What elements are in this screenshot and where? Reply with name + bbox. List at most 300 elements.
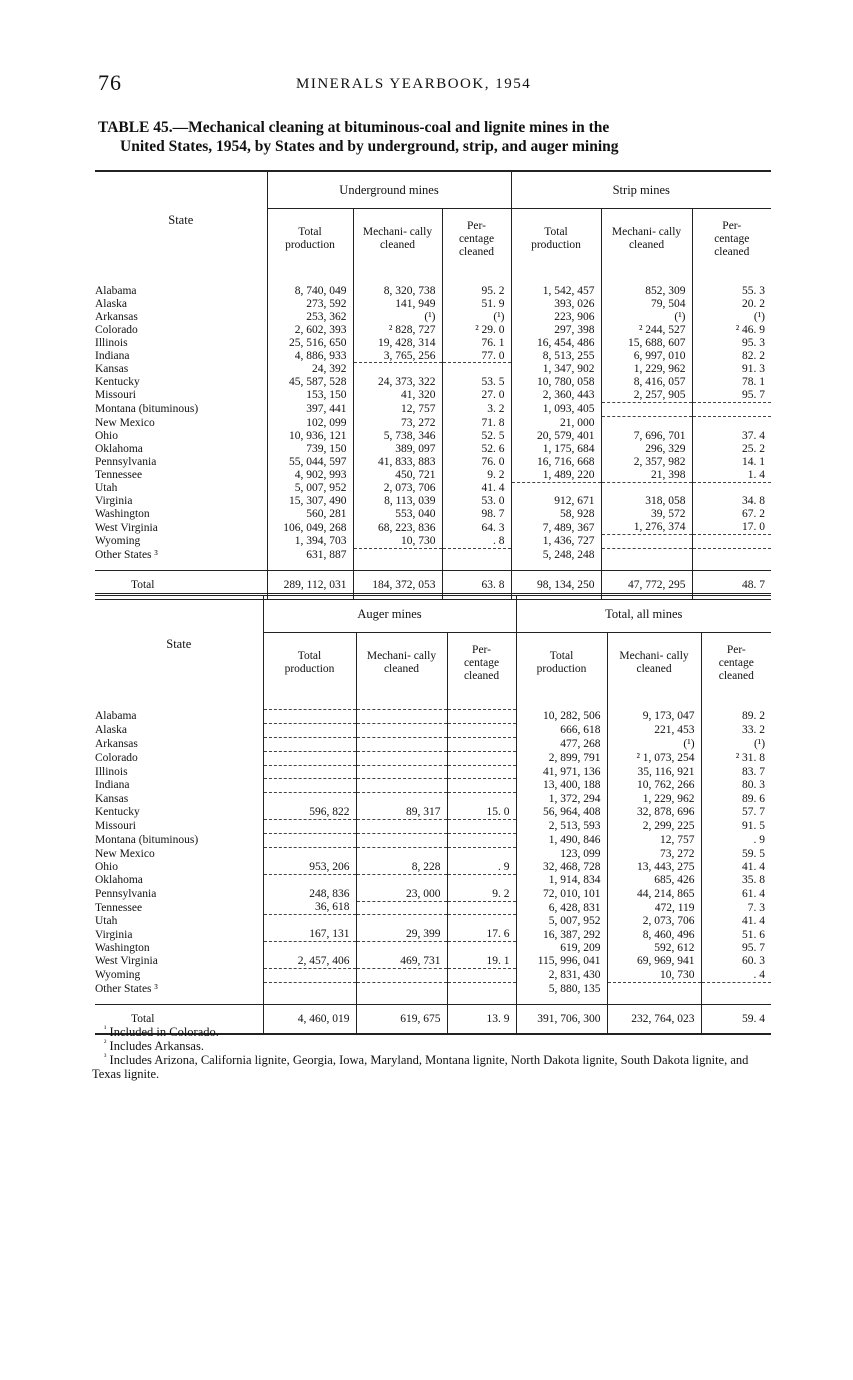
- state-cell: Tennessee: [95, 901, 143, 914]
- value-cell: ² 29. 0: [442, 324, 511, 337]
- value-cell: 14. 1: [692, 456, 771, 469]
- value-cell: (¹): [607, 737, 701, 751]
- value-cell: 13, 400, 188: [516, 779, 607, 793]
- total-value-cell: 63. 8: [442, 570, 511, 599]
- empty-cell: [447, 737, 516, 751]
- value-cell: 472, 119: [607, 901, 701, 915]
- value-cell: 25, 516, 650: [267, 337, 353, 350]
- table-row: [95, 376, 771, 389]
- table-row: [95, 928, 771, 941]
- value-cell: 41. 4: [701, 915, 771, 928]
- state-cell: Virginia: [95, 495, 133, 508]
- state-cell: Ohio: [95, 429, 118, 442]
- value-cell: 8, 460, 496: [607, 928, 701, 941]
- mechanically-cleaned-header: Mechani- cally cleaned: [356, 633, 447, 694]
- value-cell: 1, 229, 962: [601, 363, 692, 376]
- value-cell: 1, 229, 962: [607, 793, 701, 806]
- state-cell: Montana (bituminous): [95, 834, 199, 847]
- total-value-cell: 184, 372, 053: [353, 570, 442, 599]
- value-cell: 67. 2: [692, 508, 771, 521]
- value-cell: ² 1, 073, 254: [607, 751, 701, 765]
- value-cell: . 9: [701, 834, 771, 848]
- value-cell: 10, 780, 058: [511, 376, 601, 389]
- table-row: [95, 324, 771, 337]
- empty-cell: [447, 982, 516, 995]
- value-cell: 10, 762, 266: [607, 779, 701, 793]
- value-cell: 68, 223, 836: [353, 521, 442, 534]
- value-cell: 77. 0: [442, 350, 511, 363]
- state-cell: West Virginia: [95, 955, 158, 968]
- value-cell: 4, 886, 933: [267, 350, 353, 363]
- empty-cell: [356, 779, 447, 793]
- value-cell: 51. 9: [442, 298, 511, 311]
- table-row: [95, 495, 771, 508]
- spacer-cell: [356, 693, 447, 710]
- value-cell: 91. 3: [692, 363, 771, 376]
- value-cell: 2, 073, 706: [607, 915, 701, 928]
- state-cell: Tennessee: [95, 468, 143, 481]
- value-cell: 10, 936, 121: [267, 430, 353, 443]
- value-cell: 56, 964, 408: [516, 806, 607, 819]
- empty-cell: [263, 847, 356, 860]
- value-cell: 102, 099: [267, 417, 353, 430]
- footnote-1: $^{^1}$ Included in Colorado.: [104, 1023, 219, 1039]
- value-cell: 41, 971, 136: [516, 765, 607, 779]
- value-cell: 389, 097: [353, 443, 442, 456]
- value-cell: 248, 836: [263, 888, 356, 901]
- value-cell: 39, 572: [601, 508, 692, 521]
- value-cell: 95. 7: [692, 389, 771, 402]
- spacer-cell: [353, 562, 442, 571]
- empty-cell: [356, 820, 447, 834]
- state-cell: Kentucky: [95, 806, 140, 819]
- total-value-cell: 289, 112, 031: [267, 570, 353, 599]
- table-row: [95, 482, 771, 495]
- empty-cell: [356, 765, 447, 779]
- percentage-cleaned-header: Per- centage cleaned: [442, 209, 511, 270]
- group-header-underground: Underground mines: [267, 171, 511, 209]
- state-cell: Illinois: [95, 336, 128, 349]
- table-row: [95, 285, 771, 298]
- value-cell: ² 828, 727: [353, 324, 442, 337]
- value-cell: 91. 5: [701, 820, 771, 834]
- empty-cell: [356, 874, 447, 887]
- empty-cell: [356, 982, 447, 995]
- state-cell: Colorado: [95, 751, 138, 764]
- state-cell: Indiana: [95, 349, 130, 362]
- state-cell: Other States ³: [95, 548, 158, 561]
- value-cell: 19, 428, 314: [353, 337, 442, 350]
- value-cell: 12, 757: [607, 834, 701, 848]
- value-cell: 596, 822: [263, 806, 356, 819]
- value-cell: 16, 387, 292: [516, 928, 607, 941]
- spacer-cell: [263, 996, 356, 1005]
- value-cell: 69, 969, 941: [607, 955, 701, 968]
- value-cell: 1, 542, 457: [511, 285, 601, 298]
- value-cell: 8, 113, 039: [353, 495, 442, 508]
- total-value-cell: 47, 772, 295: [601, 570, 692, 599]
- table-row: [95, 710, 771, 724]
- empty-cell: [701, 982, 771, 995]
- state-cell: Arkansas: [95, 737, 138, 750]
- empty-cell: [356, 834, 447, 848]
- value-cell: 1, 394, 703: [267, 535, 353, 549]
- value-cell: 7, 489, 367: [511, 521, 601, 534]
- table-row: [95, 765, 771, 779]
- table-row: [95, 389, 771, 402]
- value-cell: 2, 073, 706: [353, 482, 442, 495]
- value-cell: 41, 833, 883: [353, 456, 442, 469]
- value-cell: 3. 2: [442, 403, 511, 417]
- value-cell: 9. 2: [447, 888, 516, 901]
- table-row: [95, 350, 771, 363]
- state-cell: Colorado: [95, 323, 138, 336]
- table-row: [95, 417, 771, 430]
- spacer-cell: [601, 562, 692, 571]
- table-row: [95, 751, 771, 765]
- empty-cell: [601, 482, 692, 495]
- value-cell: 79, 504: [601, 298, 692, 311]
- table-row: [95, 469, 771, 482]
- value-cell: 1, 914, 834: [516, 874, 607, 887]
- value-cell: 2, 899, 791: [516, 751, 607, 765]
- empty-cell: [353, 549, 442, 562]
- empty-cell: [601, 417, 692, 430]
- spacer-cell: [447, 693, 516, 710]
- empty-cell: [601, 403, 692, 417]
- empty-cell: [511, 482, 601, 495]
- spacer-cell: [607, 996, 701, 1005]
- value-cell: ² 244, 527: [601, 324, 692, 337]
- group-header-strip: Strip mines: [511, 171, 771, 209]
- value-cell: 51. 6: [701, 928, 771, 941]
- empty-cell: [263, 793, 356, 806]
- value-cell: 296, 329: [601, 443, 692, 456]
- table-title: [98, 118, 778, 156]
- empty-cell: [447, 723, 516, 737]
- state-cell: Missouri: [95, 389, 136, 402]
- spacer-cell: [601, 269, 692, 285]
- value-cell: 15, 688, 607: [601, 337, 692, 350]
- table-row: [95, 723, 771, 737]
- total-label: Total: [95, 1004, 263, 1034]
- value-cell: 17. 0: [692, 521, 771, 534]
- value-cell: (¹): [692, 311, 771, 324]
- value-cell: 53. 5: [442, 376, 511, 389]
- table-row: [95, 403, 771, 417]
- spacer-cell: [95, 693, 263, 710]
- table-body: [95, 693, 771, 1034]
- value-cell: 64. 3: [442, 521, 511, 534]
- value-cell: 35. 8: [701, 874, 771, 887]
- spacer-cell: [353, 269, 442, 285]
- empty-cell: [447, 834, 516, 848]
- value-cell: 2, 602, 393: [267, 324, 353, 337]
- state-cell: Utah: [95, 482, 118, 495]
- value-cell: 8, 513, 255: [511, 350, 601, 363]
- value-cell: 29, 399: [356, 928, 447, 941]
- state-cell: Alabama: [95, 285, 137, 297]
- value-cell: 2, 299, 225: [607, 820, 701, 834]
- percentage-cleaned-header: Per- centage cleaned: [701, 633, 771, 694]
- value-cell: 273, 592: [267, 298, 353, 311]
- spacer-cell: [267, 269, 353, 285]
- footnote-2: $^{^2}$ Includes Arkansas.: [104, 1037, 204, 1053]
- value-cell: 469, 731: [356, 955, 447, 968]
- value-cell: 58, 928: [511, 508, 601, 521]
- spacer-cell: [692, 269, 771, 285]
- empty-cell: [356, 751, 447, 765]
- empty-cell: [356, 847, 447, 860]
- table-row: [95, 888, 771, 901]
- value-cell: 55. 3: [692, 285, 771, 298]
- state-cell: Pennsylvania: [95, 455, 157, 468]
- empty-cell: [442, 363, 511, 376]
- total-production-header: Total production: [516, 633, 607, 694]
- group-header-auger: Auger mines: [263, 595, 516, 633]
- value-cell: 393, 026: [511, 298, 601, 311]
- spacer-cell: [267, 562, 353, 571]
- value-cell: 32, 878, 696: [607, 806, 701, 819]
- empty-cell: [692, 403, 771, 417]
- table-row: [95, 535, 771, 549]
- value-cell: 5, 880, 135: [516, 982, 607, 995]
- state-cell: Other States ³: [95, 982, 158, 995]
- value-cell: 592, 612: [607, 942, 701, 955]
- table-row: [95, 861, 771, 874]
- state-column-header: State: [166, 637, 192, 651]
- value-cell: 8, 320, 738: [353, 285, 442, 298]
- value-cell: 123, 099: [516, 847, 607, 860]
- value-cell: 1, 175, 684: [511, 443, 601, 456]
- table-row: [95, 820, 771, 834]
- value-cell: 10, 282, 506: [516, 710, 607, 724]
- value-cell: 1, 372, 294: [516, 793, 607, 806]
- empty-cell: [263, 982, 356, 995]
- table-title-line-1: TABLE 45.—Mechanical cleaning at bituminous-coal and lignite mines in the: [98, 119, 610, 136]
- empty-cell: [447, 969, 516, 983]
- value-cell: 21, 398: [601, 469, 692, 482]
- state-cell: Oklahoma: [95, 874, 143, 887]
- value-cell: . 4: [701, 969, 771, 983]
- empty-cell: [447, 901, 516, 915]
- spacer-cell: [95, 562, 267, 571]
- value-cell: 95. 7: [701, 942, 771, 955]
- value-cell: 5, 248, 248: [511, 549, 601, 562]
- state-cell: Illinois: [95, 765, 128, 778]
- empty-cell: [692, 482, 771, 495]
- value-cell: 739, 150: [267, 443, 353, 456]
- table-row: [95, 311, 771, 324]
- value-cell: 953, 206: [263, 861, 356, 874]
- total-production-header: Total production: [267, 209, 353, 270]
- value-cell: 9. 2: [442, 469, 511, 482]
- value-cell: ² 46. 9: [692, 324, 771, 337]
- spacer-cell: [516, 996, 607, 1005]
- empty-cell: [601, 535, 692, 549]
- value-cell: 153, 150: [267, 389, 353, 402]
- empty-cell: [263, 765, 356, 779]
- empty-cell: [447, 847, 516, 860]
- value-cell: 8, 228: [356, 861, 447, 874]
- empty-cell: [447, 779, 516, 793]
- empty-cell: [263, 874, 356, 887]
- table-row: [95, 363, 771, 376]
- value-cell: 3, 765, 256: [353, 350, 442, 363]
- value-cell: 852, 309: [601, 285, 692, 298]
- empty-cell: [356, 793, 447, 806]
- empty-cell: [356, 915, 447, 928]
- empty-cell: [447, 793, 516, 806]
- empty-cell: [263, 834, 356, 848]
- value-cell: 34. 8: [692, 495, 771, 508]
- empty-cell: [692, 549, 771, 562]
- value-cell: 15, 307, 490: [267, 495, 353, 508]
- value-cell: 1, 436, 727: [511, 535, 601, 549]
- value-cell: 12, 757: [353, 403, 442, 417]
- table-row: [95, 779, 771, 793]
- value-cell: 5, 007, 952: [516, 915, 607, 928]
- total-value-cell: 391, 706, 300: [516, 1004, 607, 1034]
- state-cell: Oklahoma: [95, 442, 143, 455]
- value-cell: (¹): [601, 311, 692, 324]
- value-cell: 5, 738, 346: [353, 430, 442, 443]
- table-body: [95, 269, 771, 599]
- state-cell: Washington: [95, 508, 150, 521]
- value-cell: ² 31. 8: [701, 751, 771, 765]
- empty-cell: [263, 751, 356, 765]
- table-row: [95, 806, 771, 819]
- state-cell: Virginia: [95, 928, 133, 941]
- spacer-cell: [701, 693, 771, 710]
- empty-cell: [447, 942, 516, 955]
- value-cell: 912, 671: [511, 495, 601, 508]
- total-value-cell: 4, 460, 019: [263, 1004, 356, 1034]
- empty-cell: [356, 969, 447, 983]
- spacer-cell: [263, 693, 356, 710]
- value-cell: (¹): [701, 737, 771, 751]
- empty-cell: [447, 915, 516, 928]
- value-cell: 450, 721: [353, 469, 442, 482]
- value-cell: 9, 173, 047: [607, 710, 701, 724]
- value-cell: 7. 3: [701, 901, 771, 915]
- mechanically-cleaned-header: Mechani- cally cleaned: [607, 633, 701, 694]
- empty-cell: [692, 535, 771, 549]
- state-cell: Washington: [95, 941, 150, 954]
- value-cell: 7, 696, 701: [601, 430, 692, 443]
- value-cell: 82. 2: [692, 350, 771, 363]
- empty-cell: [356, 942, 447, 955]
- table-row: [95, 874, 771, 887]
- table-underground-strip: [95, 170, 771, 600]
- value-cell: 16, 716, 668: [511, 456, 601, 469]
- table-row: [95, 847, 771, 860]
- table-row: [95, 834, 771, 848]
- group-header-total-all: Total, all mines: [516, 595, 771, 633]
- table-title-line-2: United States, 1954, by States and by underground, strip, and auger mining: [120, 138, 619, 155]
- value-cell: 8, 740, 049: [267, 285, 353, 298]
- total-value-cell: 232, 764, 023: [607, 1004, 701, 1034]
- value-cell: 5, 007, 952: [267, 482, 353, 495]
- state-cell: Utah: [95, 915, 118, 928]
- empty-cell: [263, 779, 356, 793]
- value-cell: 685, 426: [607, 874, 701, 887]
- total-production-header: Total production: [263, 633, 356, 694]
- empty-cell: [442, 549, 511, 562]
- value-cell: 2, 360, 443: [511, 389, 601, 402]
- value-cell: . 9: [447, 861, 516, 874]
- value-cell: 10, 730: [353, 535, 442, 549]
- value-cell: 619, 209: [516, 942, 607, 955]
- state-cell: Kansas: [95, 793, 129, 806]
- state-cell: Arkansas: [95, 310, 138, 323]
- total-value-cell: 619, 675: [356, 1004, 447, 1034]
- value-cell: 32, 468, 728: [516, 861, 607, 874]
- empty-cell: [263, 942, 356, 955]
- empty-cell: [447, 765, 516, 779]
- total-label: Total: [95, 570, 267, 599]
- value-cell: 221, 453: [607, 723, 701, 737]
- value-cell: 95. 3: [692, 337, 771, 350]
- value-cell: 2, 357, 982: [601, 456, 692, 469]
- value-cell: 52. 6: [442, 443, 511, 456]
- table-row: [95, 549, 771, 562]
- state-cell: Montana (bituminous): [95, 403, 199, 416]
- value-cell: 397, 441: [267, 403, 353, 417]
- empty-cell: [601, 549, 692, 562]
- state-cell: Wyoming: [95, 968, 141, 981]
- value-cell: 106, 049, 268: [267, 521, 353, 534]
- empty-cell: [263, 710, 356, 724]
- value-cell: 89. 2: [701, 710, 771, 724]
- spacer-cell: [95, 269, 267, 285]
- value-cell: 89. 6: [701, 793, 771, 806]
- value-cell: 73, 272: [353, 417, 442, 430]
- value-cell: 16, 454, 486: [511, 337, 601, 350]
- value-cell: 36, 618: [263, 901, 356, 915]
- value-cell: 2, 257, 905: [601, 389, 692, 402]
- state-cell: Wyoming: [95, 535, 141, 548]
- value-cell: 1, 489, 220: [511, 469, 601, 482]
- value-cell: (¹): [353, 311, 442, 324]
- mechanically-cleaned-header: Mechani- cally cleaned: [601, 209, 692, 270]
- spacer-cell: [511, 269, 601, 285]
- value-cell: 2, 513, 593: [516, 820, 607, 834]
- value-cell: 477, 268: [516, 737, 607, 751]
- state-cell: West Virginia: [95, 521, 158, 534]
- state-cell: Kentucky: [95, 376, 140, 389]
- value-cell: 21, 000: [511, 417, 601, 430]
- value-cell: 72, 010, 101: [516, 888, 607, 901]
- spacer-cell: [442, 269, 511, 285]
- table-row: [95, 443, 771, 456]
- mechanically-cleaned-header: Mechani- cally cleaned: [353, 209, 442, 270]
- value-cell: 6, 428, 831: [516, 901, 607, 915]
- total-value-cell: 59. 4: [701, 1004, 771, 1034]
- value-cell: 318, 058: [601, 495, 692, 508]
- value-cell: 83. 7: [701, 765, 771, 779]
- empty-cell: [447, 710, 516, 724]
- value-cell: 20, 579, 401: [511, 430, 601, 443]
- state-cell: Pennsylvania: [95, 887, 157, 900]
- empty-cell: [356, 710, 447, 724]
- empty-cell: [263, 723, 356, 737]
- value-cell: 80. 3: [701, 779, 771, 793]
- spacer-cell: [95, 996, 263, 1005]
- state-cell: Indiana: [95, 779, 130, 792]
- value-cell: 115, 996, 041: [516, 955, 607, 968]
- value-cell: 41, 320: [353, 389, 442, 402]
